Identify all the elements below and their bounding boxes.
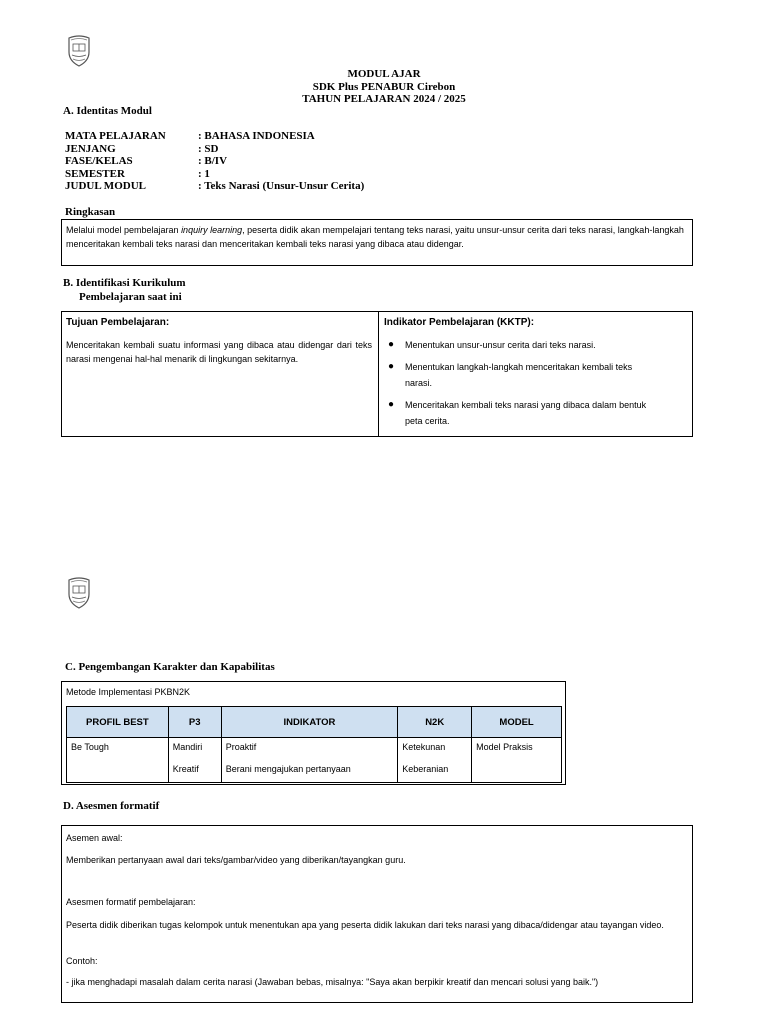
header-title: MODUL AJAR: [347, 68, 421, 80]
asesmen-awal-label: Asemen awal:: [66, 833, 123, 843]
header-year: TAHUN PELAJARAN 2024 / 2025: [302, 93, 466, 105]
list-item: [384, 359, 659, 391]
contoh-text: - jika menghadapi masalah dalam cerita narasi (Jawaban bebas, misalnya: "Saya akan berpikir kreatif dan mencari solusi yang baik."): [66, 977, 599, 987]
identitas-value: : SD: [198, 142, 219, 155]
cell-text: Be Tough: [71, 742, 109, 752]
cell-text: Proaktif: [225, 742, 257, 752]
identitas-key: JENJANG: [65, 142, 116, 155]
column-header: MODEL: [472, 707, 562, 738]
cell-text: Keberanian: [402, 764, 449, 774]
identitas-value: : B/IV: [198, 155, 228, 167]
identitas-key: JUDUL MODUL: [65, 180, 146, 192]
column-header: INDIKATOR: [221, 707, 398, 738]
cell-model: [472, 738, 562, 783]
identitas-value: : BAHASA INDONESIA: [198, 130, 315, 142]
ringkasan-text-post: , peserta didik akan mempelajari tentang teks narasi, yaitu unsur-unsur cerita dari teks narasi, langkah-langkah menceritakan kembali teks narasi dan menceritakan kembali teks narasi yang dibaca atau didengar.: [66, 225, 684, 249]
indikator-header: Indikator Pembelajaran (KKTP):: [384, 317, 535, 328]
indikator-cell: [384, 316, 688, 435]
indikator-item: Menentukan langkah-langkah menceritakan kembali teks narasi.: [405, 362, 633, 388]
asesmen-box: [61, 825, 693, 1003]
indikator-list: [384, 337, 659, 429]
kurikulum-table: [61, 311, 693, 437]
identitas-value: : Teks Narasi (Unsur-Unsur Cerita): [198, 180, 365, 192]
tujuan-cell: [66, 316, 372, 366]
metode-label: Metode Implementasi PKBN2K: [66, 687, 191, 697]
tujuan-header: Tujuan Pembelajaran:: [66, 317, 170, 328]
asesmen-formatif-label: Asesmen formatif pembelajaran:: [66, 897, 196, 907]
cell-indikator: [221, 738, 398, 783]
bullet-icon: ●: [388, 399, 395, 410]
section-b-subtitle: Pembelajaran saat ini: [79, 291, 182, 303]
table-header-row: [67, 707, 562, 738]
school-logo-icon: [66, 576, 92, 610]
pkbn2k-box: [61, 681, 566, 785]
identitas-row: [65, 180, 364, 193]
identitas-list: [65, 130, 364, 193]
cell-text: Kreatif: [172, 764, 199, 774]
header-school: SDK Plus PENABUR Cirebon: [312, 80, 456, 93]
identitas-key: SEMESTER: [65, 167, 125, 180]
identitas-row: [65, 143, 364, 156]
identitas-key: MATA PELAJARAN: [65, 130, 166, 142]
identitas-row: [65, 168, 364, 181]
school-logo-icon: [66, 34, 92, 68]
column-header: P3: [168, 707, 221, 738]
identitas-key: FASE/KELAS: [65, 155, 133, 167]
indikator-item: Menceritakan kembali teks narasi yang dibaca dalam bentuk peta cerita.: [405, 400, 647, 426]
identitas-value: : 1: [198, 167, 210, 180]
cell-p3: [168, 738, 221, 783]
section-d-title: D. Asesmen formatif: [63, 800, 160, 812]
ringkasan-text: [66, 223, 688, 251]
section-c-title: C. Pengembangan Karakter dan Kapabilitas: [65, 661, 275, 673]
table-divider: [378, 312, 379, 436]
section-b-title: B. Identifikasi Kurikulum: [63, 277, 186, 289]
ringkasan-text-em: inquiry learning: [181, 225, 243, 235]
section-a-title: A. Identitas Modul: [63, 105, 152, 117]
pkbn2k-table: [66, 706, 562, 783]
list-item: [384, 397, 659, 429]
ringkasan-label: Ringkasan: [65, 206, 116, 218]
list-item: [384, 337, 659, 353]
tujuan-text: Menceritakan kembali suatu informasi yang dibaca atau didengar dari teks narasi mengenai hal-hal menarik di lingkungan sekitarnya.: [66, 340, 372, 364]
bullet-icon: ●: [388, 339, 395, 350]
identitas-row: [65, 155, 364, 168]
cell-text: Model Praksis: [476, 742, 533, 752]
asesmen-formatif-text: Peserta didik diberikan tugas kelompok untuk menentukan apa yang peserta didik lakukan dari teks narasi yang dibaca/didengar atau tayangan video.: [66, 920, 664, 930]
cell-text: Berani mengajukan pertanyaan: [225, 764, 351, 774]
identitas-row: [65, 130, 364, 143]
cell-text: Ketekunan: [402, 742, 446, 752]
cell-n2k: [398, 738, 472, 783]
ringkasan-box: [61, 219, 693, 266]
asesmen-awal-text: Memberikan pertanyaan awal dari teks/gambar/video yang diberikan/tayangkan guru.: [66, 855, 406, 865]
ringkasan-text-pre: Melalui model pembelajaran: [66, 225, 182, 235]
cell-profil: [67, 738, 169, 783]
table-row: [67, 738, 562, 783]
indikator-item: Menentukan unsur-unsur cerita dari teks narasi.: [405, 340, 596, 350]
contoh-label: Contoh:: [66, 956, 98, 966]
document-header: [0, 68, 768, 106]
cell-text: Mandiri: [172, 742, 203, 752]
column-header: PROFIL BEST: [67, 707, 169, 738]
bullet-icon: ●: [388, 361, 395, 372]
column-header: N2K: [398, 707, 472, 738]
